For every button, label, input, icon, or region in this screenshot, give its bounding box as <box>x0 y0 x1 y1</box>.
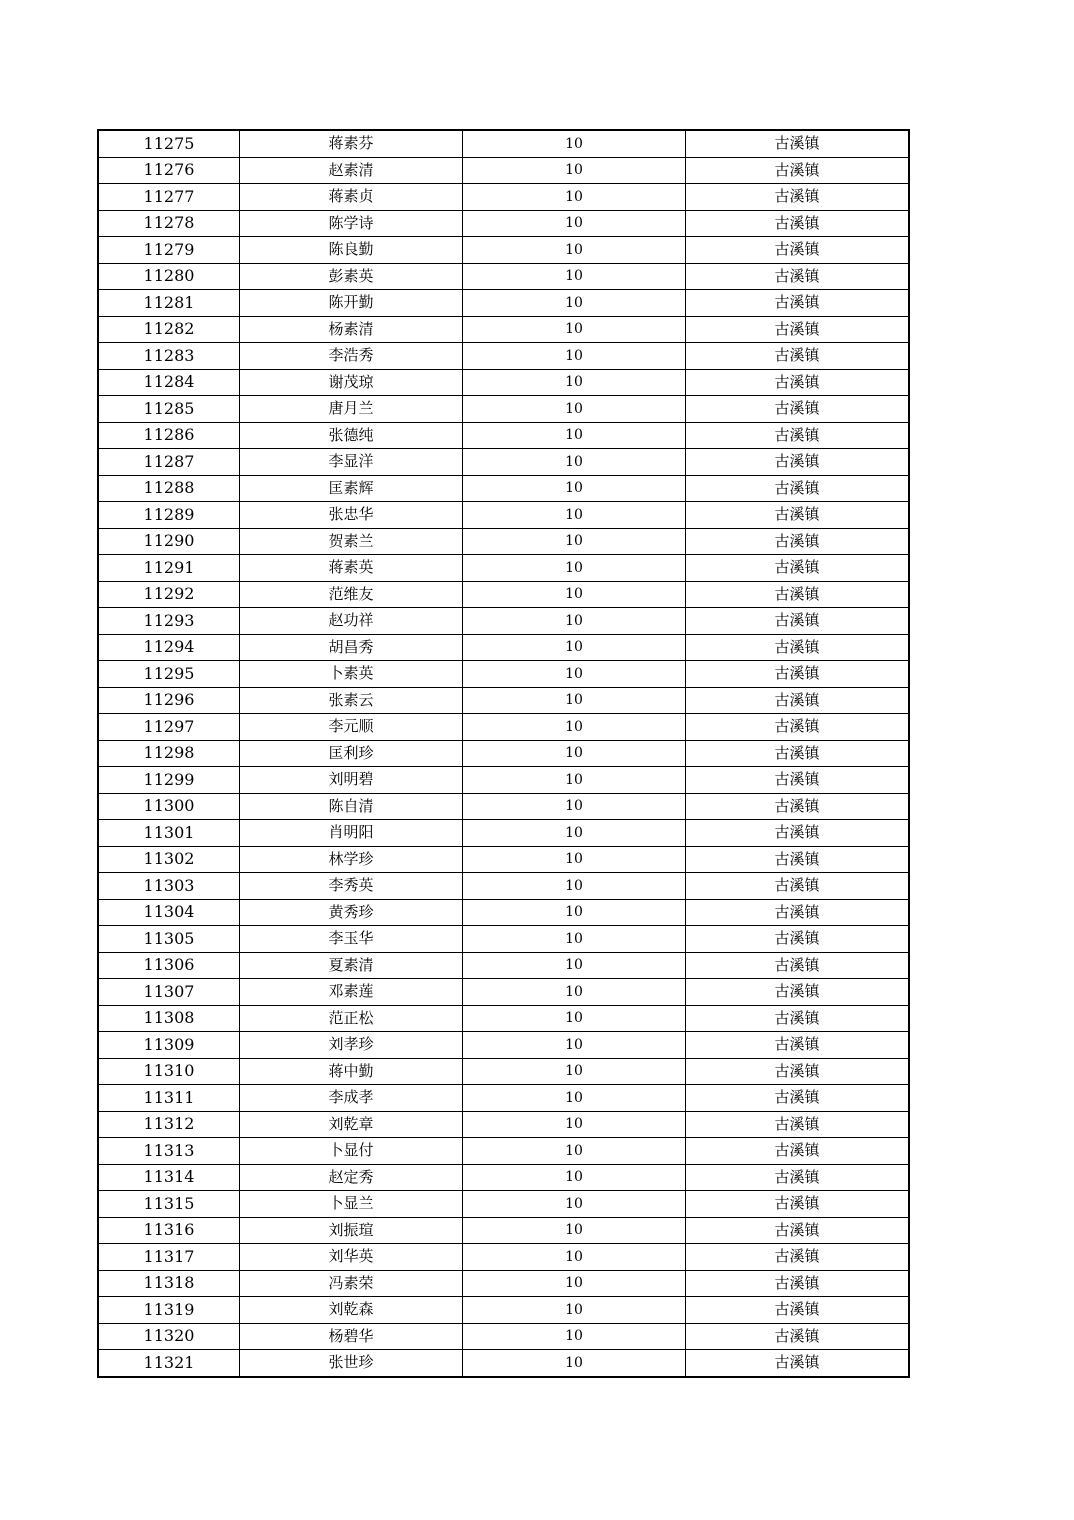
town-cell: 古溪镇 <box>686 1164 910 1191</box>
amount-cell: 10 <box>463 1058 686 1085</box>
name-cell: 蒋素芬 <box>240 130 463 157</box>
name-cell: 赵素清 <box>240 157 463 184</box>
amount-cell: 10 <box>463 581 686 608</box>
id-cell: 11277 <box>98 184 240 211</box>
amount-cell: 10 <box>463 1244 686 1271</box>
amount-cell: 10 <box>463 184 686 211</box>
table-row <box>98 767 909 794</box>
id-cell: 11275 <box>98 130 240 157</box>
data-table <box>97 129 910 1378</box>
id-cell: 11288 <box>98 475 240 502</box>
town-cell: 古溪镇 <box>686 555 910 582</box>
table-row <box>98 899 909 926</box>
town-cell: 古溪镇 <box>686 926 910 953</box>
id-cell: 11285 <box>98 396 240 423</box>
id-cell: 11299 <box>98 767 240 794</box>
table-row <box>98 555 909 582</box>
town-cell: 古溪镇 <box>686 1138 910 1165</box>
table-row <box>98 634 909 661</box>
town-cell: 古溪镇 <box>686 661 910 688</box>
amount-cell: 10 <box>463 1217 686 1244</box>
town-cell: 古溪镇 <box>686 952 910 979</box>
town-cell: 古溪镇 <box>686 475 910 502</box>
name-cell: 卜素英 <box>240 661 463 688</box>
id-cell: 11295 <box>98 661 240 688</box>
amount-cell: 10 <box>463 767 686 794</box>
table-row <box>98 846 909 873</box>
town-cell: 古溪镇 <box>686 290 910 317</box>
id-cell: 11293 <box>98 608 240 635</box>
name-cell: 陈学诗 <box>240 210 463 237</box>
id-cell: 11292 <box>98 581 240 608</box>
name-cell: 卜显兰 <box>240 1191 463 1218</box>
amount-cell: 10 <box>463 899 686 926</box>
id-cell: 11311 <box>98 1085 240 1112</box>
name-cell: 李秀英 <box>240 873 463 900</box>
name-cell: 张忠华 <box>240 502 463 529</box>
amount-cell: 10 <box>463 1111 686 1138</box>
table-row <box>98 396 909 423</box>
name-cell: 谢茂琼 <box>240 369 463 396</box>
name-cell: 邓素莲 <box>240 979 463 1006</box>
town-cell: 古溪镇 <box>686 130 910 157</box>
amount-cell: 10 <box>463 528 686 555</box>
id-cell: 11296 <box>98 687 240 714</box>
amount-cell: 10 <box>463 157 686 184</box>
amount-cell: 10 <box>463 210 686 237</box>
amount-cell: 10 <box>463 1350 686 1377</box>
id-cell: 11278 <box>98 210 240 237</box>
town-cell: 古溪镇 <box>686 210 910 237</box>
table-row <box>98 528 909 555</box>
amount-cell: 10 <box>463 1164 686 1191</box>
table-row <box>98 687 909 714</box>
id-cell: 11308 <box>98 1005 240 1032</box>
id-cell: 11303 <box>98 873 240 900</box>
name-cell: 张素云 <box>240 687 463 714</box>
amount-cell: 10 <box>463 369 686 396</box>
name-cell: 张德纯 <box>240 422 463 449</box>
town-cell: 古溪镇 <box>686 1297 910 1324</box>
amount-cell: 10 <box>463 740 686 767</box>
name-cell: 蒋素英 <box>240 555 463 582</box>
amount-cell: 10 <box>463 449 686 476</box>
id-cell: 11290 <box>98 528 240 555</box>
id-cell: 11306 <box>98 952 240 979</box>
id-cell: 11289 <box>98 502 240 529</box>
amount-cell: 10 <box>463 422 686 449</box>
town-cell: 古溪镇 <box>686 396 910 423</box>
id-cell: 11315 <box>98 1191 240 1218</box>
table-row <box>98 873 909 900</box>
id-cell: 11276 <box>98 157 240 184</box>
amount-cell: 10 <box>463 1138 686 1165</box>
table-row <box>98 449 909 476</box>
amount-cell: 10 <box>463 873 686 900</box>
amount-cell: 10 <box>463 979 686 1006</box>
town-cell: 古溪镇 <box>686 767 910 794</box>
town-cell: 古溪镇 <box>686 502 910 529</box>
name-cell: 李玉华 <box>240 926 463 953</box>
town-cell: 古溪镇 <box>686 184 910 211</box>
amount-cell: 10 <box>463 1323 686 1350</box>
town-cell: 古溪镇 <box>686 1191 910 1218</box>
name-cell: 刘孝珍 <box>240 1032 463 1059</box>
amount-cell: 10 <box>463 130 686 157</box>
town-cell: 古溪镇 <box>686 581 910 608</box>
table-row <box>98 290 909 317</box>
id-cell: 11283 <box>98 343 240 370</box>
table-row <box>98 1270 909 1297</box>
id-cell: 11312 <box>98 1111 240 1138</box>
table-row <box>98 1005 909 1032</box>
table-row <box>98 475 909 502</box>
name-cell: 匡素辉 <box>240 475 463 502</box>
amount-cell: 10 <box>463 634 686 661</box>
amount-cell: 10 <box>463 952 686 979</box>
id-cell: 11319 <box>98 1297 240 1324</box>
name-cell: 陈自清 <box>240 793 463 820</box>
town-cell: 古溪镇 <box>686 237 910 264</box>
table-row <box>98 820 909 847</box>
id-cell: 11282 <box>98 316 240 343</box>
table-row <box>98 1032 909 1059</box>
table-row <box>98 926 909 953</box>
name-cell: 范维友 <box>240 581 463 608</box>
name-cell: 蒋素贞 <box>240 184 463 211</box>
table-row <box>98 1217 909 1244</box>
id-cell: 11321 <box>98 1350 240 1377</box>
amount-cell: 10 <box>463 793 686 820</box>
name-cell: 刘振瑄 <box>240 1217 463 1244</box>
town-cell: 古溪镇 <box>686 528 910 555</box>
id-cell: 11316 <box>98 1217 240 1244</box>
amount-cell: 10 <box>463 820 686 847</box>
name-cell: 张世珍 <box>240 1350 463 1377</box>
name-cell: 胡昌秀 <box>240 634 463 661</box>
name-cell: 刘明碧 <box>240 767 463 794</box>
name-cell: 刘乾森 <box>240 1297 463 1324</box>
table-row <box>98 714 909 741</box>
name-cell: 肖明阳 <box>240 820 463 847</box>
name-cell: 贺素兰 <box>240 528 463 555</box>
town-cell: 古溪镇 <box>686 1350 910 1377</box>
amount-cell: 10 <box>463 687 686 714</box>
table-row <box>98 1111 909 1138</box>
id-cell: 11300 <box>98 793 240 820</box>
name-cell: 卜显付 <box>240 1138 463 1165</box>
table-row <box>98 793 909 820</box>
town-cell: 古溪镇 <box>686 979 910 1006</box>
id-cell: 11286 <box>98 422 240 449</box>
town-cell: 古溪镇 <box>686 1323 910 1350</box>
amount-cell: 10 <box>463 714 686 741</box>
name-cell: 李浩秀 <box>240 343 463 370</box>
id-cell: 11301 <box>98 820 240 847</box>
id-cell: 11320 <box>98 1323 240 1350</box>
town-cell: 古溪镇 <box>686 634 910 661</box>
table-row <box>98 1191 909 1218</box>
table-row <box>98 608 909 635</box>
id-cell: 11287 <box>98 449 240 476</box>
table-row <box>98 952 909 979</box>
amount-cell: 10 <box>463 263 686 290</box>
town-cell: 古溪镇 <box>686 687 910 714</box>
table-row <box>98 130 909 157</box>
amount-cell: 10 <box>463 608 686 635</box>
amount-cell: 10 <box>463 290 686 317</box>
table-row <box>98 316 909 343</box>
id-cell: 11318 <box>98 1270 240 1297</box>
amount-cell: 10 <box>463 396 686 423</box>
name-cell: 陈开勤 <box>240 290 463 317</box>
id-cell: 11298 <box>98 740 240 767</box>
table-row <box>98 343 909 370</box>
name-cell: 李显洋 <box>240 449 463 476</box>
id-cell: 11313 <box>98 1138 240 1165</box>
town-cell: 古溪镇 <box>686 422 910 449</box>
name-cell: 刘乾章 <box>240 1111 463 1138</box>
amount-cell: 10 <box>463 1297 686 1324</box>
town-cell: 古溪镇 <box>686 608 910 635</box>
name-cell: 蒋中勤 <box>240 1058 463 1085</box>
town-cell: 古溪镇 <box>686 820 910 847</box>
name-cell: 杨素清 <box>240 316 463 343</box>
amount-cell: 10 <box>463 237 686 264</box>
amount-cell: 10 <box>463 316 686 343</box>
amount-cell: 10 <box>463 1032 686 1059</box>
name-cell: 李元顺 <box>240 714 463 741</box>
id-cell: 11281 <box>98 290 240 317</box>
table-row <box>98 184 909 211</box>
amount-cell: 10 <box>463 1085 686 1112</box>
id-cell: 11280 <box>98 263 240 290</box>
town-cell: 古溪镇 <box>686 263 910 290</box>
table-row <box>98 1058 909 1085</box>
name-cell: 赵功祥 <box>240 608 463 635</box>
amount-cell: 10 <box>463 926 686 953</box>
table-row <box>98 210 909 237</box>
town-cell: 古溪镇 <box>686 449 910 476</box>
town-cell: 古溪镇 <box>686 1085 910 1112</box>
amount-cell: 10 <box>463 661 686 688</box>
town-cell: 古溪镇 <box>686 1217 910 1244</box>
id-cell: 11305 <box>98 926 240 953</box>
id-cell: 11317 <box>98 1244 240 1271</box>
table-body <box>98 130 909 1377</box>
name-cell: 夏素清 <box>240 952 463 979</box>
table-row <box>98 369 909 396</box>
name-cell: 刘华英 <box>240 1244 463 1271</box>
name-cell: 李成孝 <box>240 1085 463 1112</box>
id-cell: 11314 <box>98 1164 240 1191</box>
name-cell: 杨碧华 <box>240 1323 463 1350</box>
town-cell: 古溪镇 <box>686 1244 910 1271</box>
town-cell: 古溪镇 <box>686 740 910 767</box>
amount-cell: 10 <box>463 1191 686 1218</box>
town-cell: 古溪镇 <box>686 1005 910 1032</box>
town-cell: 古溪镇 <box>686 369 910 396</box>
table-row <box>98 263 909 290</box>
town-cell: 古溪镇 <box>686 1032 910 1059</box>
town-cell: 古溪镇 <box>686 1058 910 1085</box>
table-row <box>98 1244 909 1271</box>
town-cell: 古溪镇 <box>686 899 910 926</box>
id-cell: 11284 <box>98 369 240 396</box>
name-cell: 黄秀珍 <box>240 899 463 926</box>
town-cell: 古溪镇 <box>686 157 910 184</box>
table-row <box>98 502 909 529</box>
id-cell: 11307 <box>98 979 240 1006</box>
table-row <box>98 1323 909 1350</box>
name-cell: 彭素英 <box>240 263 463 290</box>
table-row <box>98 581 909 608</box>
table-row <box>98 237 909 264</box>
town-cell: 古溪镇 <box>686 714 910 741</box>
amount-cell: 10 <box>463 555 686 582</box>
name-cell: 林学珍 <box>240 846 463 873</box>
town-cell: 古溪镇 <box>686 846 910 873</box>
table-row <box>98 422 909 449</box>
amount-cell: 10 <box>463 475 686 502</box>
name-cell: 匡利珍 <box>240 740 463 767</box>
name-cell: 唐月兰 <box>240 396 463 423</box>
id-cell: 11279 <box>98 237 240 264</box>
name-cell: 陈良勤 <box>240 237 463 264</box>
id-cell: 11309 <box>98 1032 240 1059</box>
table-row <box>98 157 909 184</box>
table-row <box>98 979 909 1006</box>
id-cell: 11304 <box>98 899 240 926</box>
town-cell: 古溪镇 <box>686 873 910 900</box>
id-cell: 11294 <box>98 634 240 661</box>
amount-cell: 10 <box>463 343 686 370</box>
amount-cell: 10 <box>463 1005 686 1032</box>
id-cell: 11302 <box>98 846 240 873</box>
id-cell: 11297 <box>98 714 240 741</box>
amount-cell: 10 <box>463 502 686 529</box>
table-row <box>98 1350 909 1377</box>
table-row <box>98 1164 909 1191</box>
name-cell: 范正松 <box>240 1005 463 1032</box>
amount-cell: 10 <box>463 846 686 873</box>
name-cell: 赵定秀 <box>240 1164 463 1191</box>
town-cell: 古溪镇 <box>686 1270 910 1297</box>
name-cell: 冯素荣 <box>240 1270 463 1297</box>
town-cell: 古溪镇 <box>686 793 910 820</box>
amount-cell: 10 <box>463 1270 686 1297</box>
table-row <box>98 661 909 688</box>
table-row <box>98 1138 909 1165</box>
table-row <box>98 1085 909 1112</box>
table-row <box>98 1297 909 1324</box>
table-row <box>98 740 909 767</box>
id-cell: 11291 <box>98 555 240 582</box>
id-cell: 11310 <box>98 1058 240 1085</box>
town-cell: 古溪镇 <box>686 1111 910 1138</box>
town-cell: 古溪镇 <box>686 343 910 370</box>
town-cell: 古溪镇 <box>686 316 910 343</box>
